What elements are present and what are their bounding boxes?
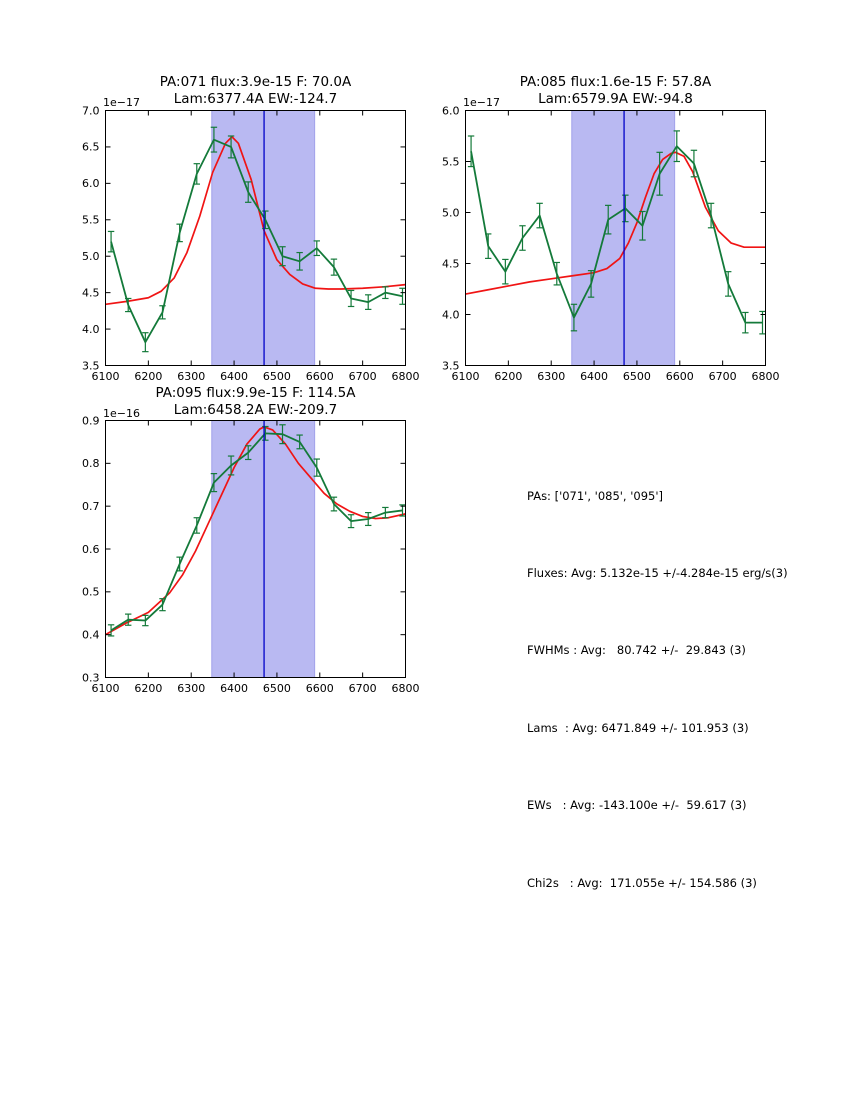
svg-text:6700: 6700 (708, 370, 737, 383)
svg-text:5.0: 5.0 (442, 206, 460, 220)
svg-text:6400: 6400 (220, 370, 249, 383)
svg-text:6.5: 6.5 (82, 140, 100, 154)
svg-text:6.0: 6.0 (442, 104, 460, 118)
svg-text:6100: 6100 (91, 682, 120, 695)
svg-text:6800: 6800 (391, 682, 420, 695)
svg-text:6200: 6200 (134, 682, 163, 695)
plot-2-title-line2: Lam:6579.9A EW:-94.8 (538, 90, 693, 107)
plot-3-graphics (82, 414, 420, 695)
svg-text:6500: 6500 (262, 370, 291, 383)
svg-text:6600: 6600 (305, 682, 334, 695)
svg-text:6600: 6600 (665, 370, 694, 383)
svg-text:6800: 6800 (751, 370, 780, 383)
stats-pas: PAs: ['071', '085', '095'] (527, 488, 664, 503)
svg-text:6500: 6500 (622, 370, 651, 383)
svg-text:6100: 6100 (451, 370, 480, 383)
stats-ews: EWs : Avg: -143.100e +/- 59.617 (3) (527, 798, 747, 813)
svg-text:4.5: 4.5 (82, 286, 100, 300)
svg-text:6300: 6300 (177, 682, 206, 695)
svg-text:0.9: 0.9 (82, 414, 100, 428)
stats-fluxes: Fluxes: Avg: 5.132e-15 +/-4.284e-15 erg/s(3) (527, 565, 788, 580)
svg-text:6300: 6300 (177, 370, 206, 383)
svg-text:6700: 6700 (348, 370, 377, 383)
svg-text:0.3: 0.3 (82, 671, 100, 685)
svg-text:6700: 6700 (348, 682, 377, 695)
svg-text:7.0: 7.0 (82, 104, 100, 118)
svg-text:6600: 6600 (305, 370, 334, 383)
svg-text:0.5: 0.5 (82, 585, 100, 599)
svg-text:6400: 6400 (580, 370, 609, 383)
svg-text:0.6: 0.6 (82, 542, 100, 556)
svg-text:5.0: 5.0 (82, 250, 100, 264)
svg-text:6100: 6100 (91, 370, 120, 383)
plot-1-title (105, 74, 406, 107)
plot-3-title-line2: Lam:6458.2A EW:-209.7 (173, 401, 338, 418)
stats-fwhms: FWHMs : Avg: 80.742 +/- 29.843 (3) (527, 643, 746, 658)
stats-panel (527, 432, 788, 948)
svg-text:5.5: 5.5 (442, 155, 460, 169)
svg-text:4.5: 4.5 (442, 257, 460, 271)
plot-2-title-line1: PA:085 flux:1.6e-15 F: 57.8A (519, 74, 712, 90)
plot-1-graphics (82, 104, 420, 383)
plot-3-yscale-label: 1e−16 (103, 407, 140, 420)
plot-1-title-line1: PA:071 flux:3.9e-15 F: 70.0A (159, 74, 352, 90)
svg-text:0.7: 0.7 (82, 499, 100, 513)
svg-text:6500: 6500 (262, 682, 291, 695)
svg-text:6300: 6300 (537, 370, 566, 383)
shaded-band (212, 421, 315, 678)
svg-text:0.8: 0.8 (82, 457, 100, 471)
plot-2-graphics (442, 104, 780, 383)
svg-text:6.0: 6.0 (82, 177, 100, 191)
svg-text:6200: 6200 (494, 370, 523, 383)
plot-1-yscale-label: 1e−17 (103, 96, 140, 109)
svg-text:4.0: 4.0 (442, 308, 460, 322)
stats-lams: Lams : Avg: 6471.849 +/- 101.953 (3) (527, 720, 749, 735)
svg-text:3.5: 3.5 (442, 359, 460, 373)
stats-chi2s: Chi2s : Avg: 171.055e +/- 154.586 (3) (527, 875, 757, 890)
plot-1-title-line2: Lam:6377.4A EW:-124.7 (173, 90, 338, 107)
svg-text:3.5: 3.5 (82, 359, 100, 373)
shaded-band (572, 111, 675, 366)
svg-text:5.5: 5.5 (82, 213, 100, 227)
svg-text:6200: 6200 (134, 370, 163, 383)
plot-2-title (465, 74, 766, 107)
svg-text:4.0: 4.0 (82, 322, 100, 336)
shaded-band (212, 111, 315, 366)
svg-text:0.4: 0.4 (82, 628, 100, 642)
plot-3-title (105, 385, 406, 418)
plot-2-yscale-label: 1e−17 (463, 96, 500, 109)
plot-3-title-line1: PA:095 flux:9.9e-15 F: 114.5A (155, 385, 356, 401)
svg-text:6800: 6800 (391, 370, 420, 383)
svg-text:6400: 6400 (220, 682, 249, 695)
